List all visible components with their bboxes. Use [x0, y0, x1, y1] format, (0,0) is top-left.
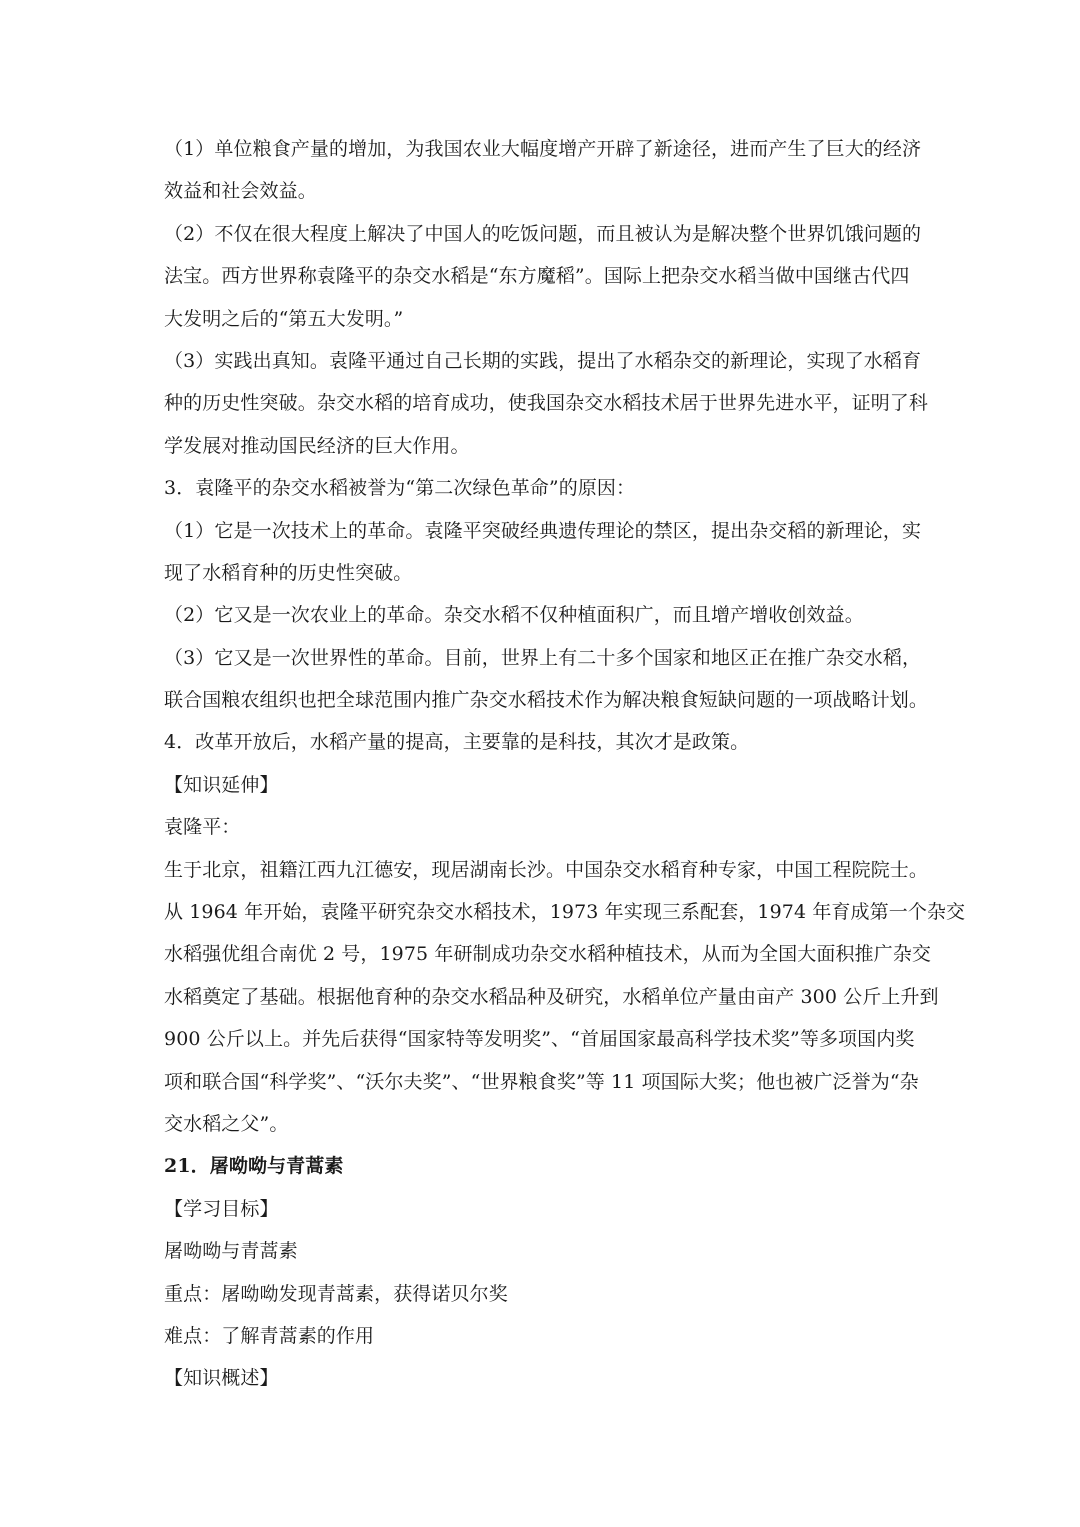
text-line: （1）它是一次技术上的革命。袁隆平突破经典遗传理论的禁区，提出杂交稻的新理论，实 — [164, 519, 922, 542]
text-line: 900 公斤以上。并先后获得“国家特等发明奖”、“首届国家最高科学技术奖”等多项国内奖 — [164, 1028, 915, 1051]
text-line: 项和联合国“科学奖”、“沃尔夫奖”、“世界粮食奖”等 11 项国际大奖；他也被广泛誉为“杂 — [164, 1070, 919, 1093]
text-line: 现了水稻育种的历史性突破。 — [164, 561, 413, 584]
text-line: 水稻强优组合南优 2 号，1975 年研制成功杂交水稻种植技术，从而为全国大面积推广杂交 — [164, 943, 931, 966]
text-line: 水稻奠定了基础。根据他育种的杂交水稻品种及研究，水稻单位产量由亩产 300 公斤上升到 — [164, 985, 939, 1008]
text-line: 4．改革开放后，水稻产量的提高，主要靠的是科技，其次才是政策。 — [164, 731, 750, 754]
text-line: （3）实践出真知。袁隆平通过自己长期的实践，提出了水稻杂交的新理论，实现了水稻育 — [164, 349, 922, 372]
text-line: （2）不仅在很大程度上解决了中国人的吃饭问题，而且被认为是解决整个世界饥饿问题的 — [164, 222, 922, 245]
text-line: 屠呦呦与青蒿素 — [164, 1240, 298, 1263]
text-line: 联合国粮农组织也把全球范围内推广杂交水稻技术作为解决粮食短缺问题的一项战略计划。 — [164, 689, 929, 712]
section-heading: 【知识概述】 — [164, 1367, 279, 1390]
text-line: 法宝。西方世界称袁隆平的杂交水稻是“东方魔稻”。国际上把杂交水稻当做中国继古代四 — [164, 265, 910, 288]
text-line: （2）它又是一次农业上的革命。杂交水稻不仅种植面积广，而且增产增收创效益。 — [164, 604, 864, 627]
text-line: 3．袁隆平的杂交水稻被誉为“第二次绿色革命”的原因： — [164, 477, 636, 500]
document-page — [164, 128, 966, 1400]
text-line: 袁隆平： — [164, 816, 241, 839]
text-line: 种的历史性突破。杂交水稻的培育成功，使我国杂交水稻技术居于世界先进水平，证明了科 — [164, 392, 929, 415]
chapter-title: 21．屠呦呦与青蒿素 — [164, 1155, 344, 1178]
text-line: （1）单位粮食产量的增加，为我国农业大幅度增产开辟了新途径，进而产生了巨大的经济 — [164, 138, 922, 160]
section-heading: 【知识延伸】 — [164, 773, 279, 796]
text-line: 大发明之后的“第五大发明。” — [164, 307, 404, 330]
text-line: 重点：屠呦呦发现青蒿素，获得诺贝尔奖 — [164, 1282, 508, 1305]
section-heading: 【学习目标】 — [164, 1197, 279, 1220]
text-line: 生于北京，祖籍江西九江德安，现居湖南长沙。中国杂交水稻育种专家，中国工程院院士。 — [164, 858, 929, 881]
text-line: 交水稻之父”。 — [164, 1112, 289, 1135]
text-line: 难点：了解青蒿素的作用 — [164, 1324, 375, 1347]
text-line: 学发展对推动国民经济的巨大作用。 — [164, 434, 470, 457]
text-line: 从 1964 年开始，袁隆平研究杂交水稻技术，1973 年实现三系配套，1974 年育成第一个杂交 — [164, 901, 966, 924]
text-line: 效益和社会效益。 — [164, 180, 317, 203]
text-line: （3）它又是一次世界性的革命。目前，世界上有二十多个国家和地区正在推广杂交水稻， — [164, 646, 922, 669]
